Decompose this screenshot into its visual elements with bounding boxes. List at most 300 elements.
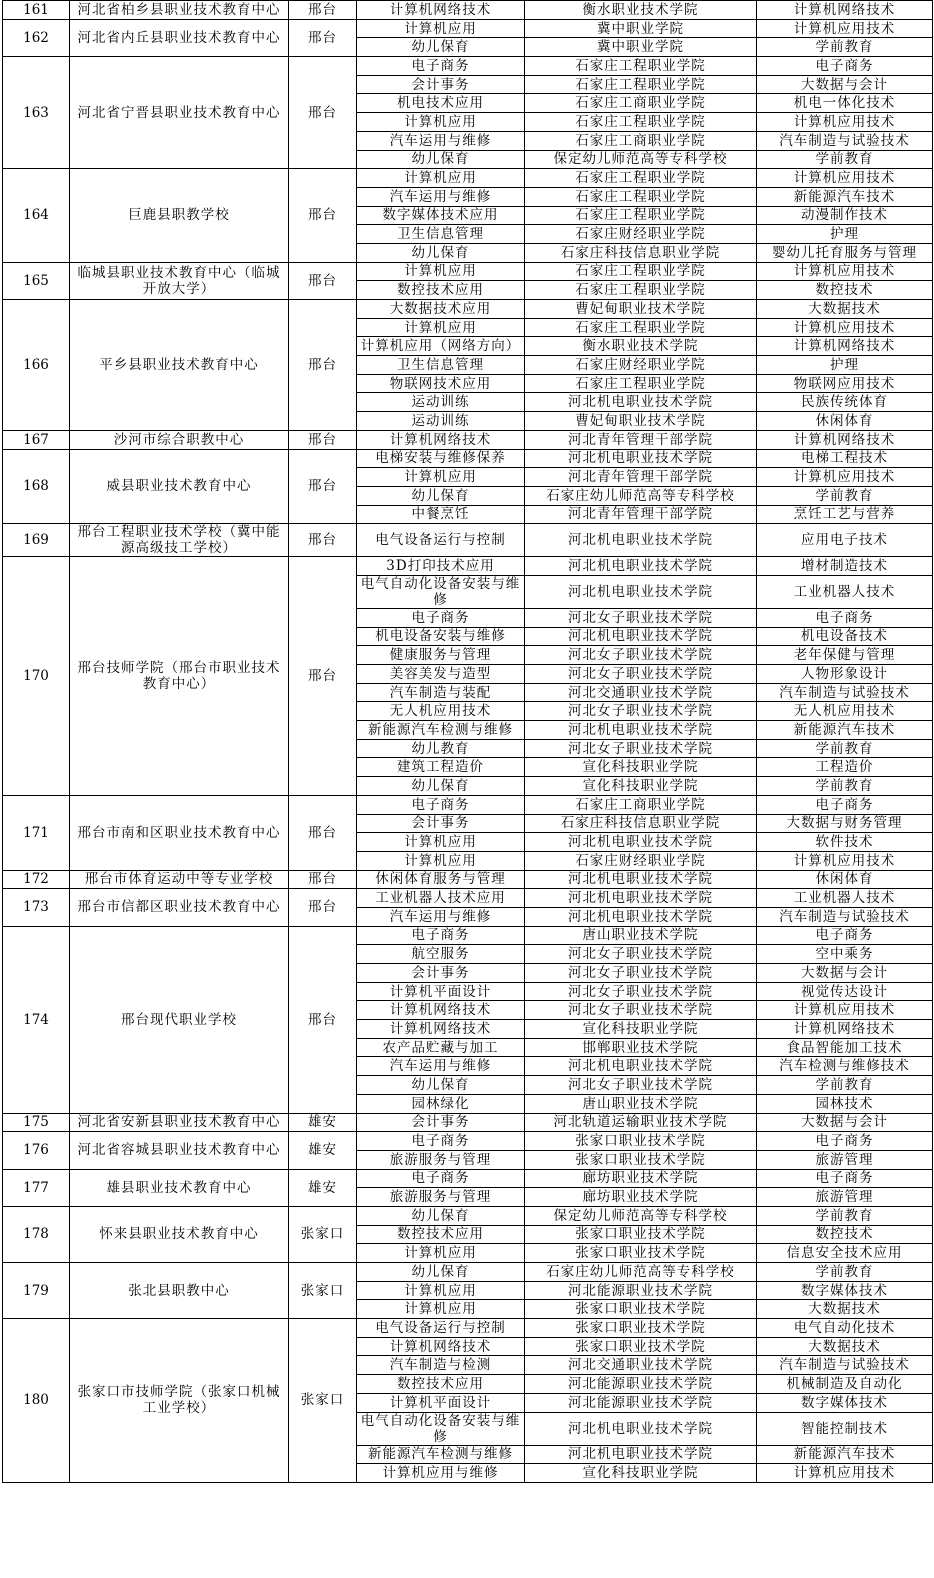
partner-college: 河北机电职业技术学院 bbox=[525, 721, 757, 740]
higher-major: 汽车制造与试验技术 bbox=[757, 1356, 933, 1375]
higher-major: 学前教育 bbox=[757, 739, 933, 758]
secondary-major: 汽车运用与维修 bbox=[357, 187, 525, 206]
secondary-major: 汽车运用与维修 bbox=[357, 1057, 525, 1076]
higher-major: 信息安全技术应用 bbox=[757, 1244, 933, 1263]
partner-college: 河北机电职业技术学院 bbox=[525, 627, 757, 646]
partner-college: 张家口职业技术学院 bbox=[525, 1225, 757, 1244]
school-region: 邢台 bbox=[289, 524, 357, 557]
higher-major: 休闲体育 bbox=[757, 870, 933, 889]
partner-college: 河北女子职业技术学院 bbox=[525, 945, 757, 964]
higher-major: 大数据与会计 bbox=[757, 1113, 933, 1132]
partner-college: 曹妃甸职业技术学院 bbox=[525, 412, 757, 431]
partner-college: 河北机电职业技术学院 bbox=[525, 889, 757, 908]
partner-college: 冀中职业学院 bbox=[525, 19, 757, 38]
secondary-major: 计算机网络技术 bbox=[357, 1001, 525, 1020]
secondary-major: 新能源汽车检测与维修 bbox=[357, 721, 525, 740]
partner-college: 河北能源职业技术学院 bbox=[525, 1393, 757, 1412]
school-region: 邢台 bbox=[289, 169, 357, 262]
school-name: 邢台市南和区职业技术教育中心 bbox=[70, 795, 289, 870]
higher-major: 烹饪工艺与营养 bbox=[757, 505, 933, 524]
partner-college: 张家口职业技术学院 bbox=[525, 1244, 757, 1263]
higher-major: 电梯工程技术 bbox=[757, 449, 933, 468]
school-number: 173 bbox=[3, 889, 70, 926]
partner-college: 宣化科技职业学院 bbox=[525, 1020, 757, 1039]
school-name: 平乡县职业技术教育中心 bbox=[70, 300, 289, 431]
higher-major: 物联网应用技术 bbox=[757, 374, 933, 393]
secondary-major: 电子商务 bbox=[357, 795, 525, 814]
higher-major: 大数据技术 bbox=[757, 1337, 933, 1356]
secondary-major: 无人机应用技术 bbox=[357, 702, 525, 721]
partner-college: 石家庄财经职业学院 bbox=[525, 225, 757, 244]
higher-major: 计算机应用技术 bbox=[757, 851, 933, 870]
secondary-major: 电子商务 bbox=[357, 1169, 525, 1188]
table-row bbox=[3, 557, 933, 576]
partner-college: 河北能源职业技术学院 bbox=[525, 1375, 757, 1394]
higher-major: 数字媒体技术 bbox=[757, 1393, 933, 1412]
secondary-major: 幼儿保育 bbox=[357, 777, 525, 796]
partner-college: 河北机电职业技术学院 bbox=[525, 524, 757, 557]
secondary-major: 工业机器人技术应用 bbox=[357, 889, 525, 908]
higher-major: 新能源汽车技术 bbox=[757, 1445, 933, 1464]
school-number: 164 bbox=[3, 169, 70, 262]
higher-major: 电子商务 bbox=[757, 1132, 933, 1151]
table-row bbox=[3, 1132, 933, 1151]
partner-college: 宣化科技职业学院 bbox=[525, 777, 757, 796]
higher-major: 休闲体育 bbox=[757, 412, 933, 431]
partner-college: 廊坊职业技术学院 bbox=[525, 1169, 757, 1188]
partner-college: 石家庄工程职业学院 bbox=[525, 187, 757, 206]
table-row bbox=[3, 1169, 933, 1188]
partner-college: 河北女子职业技术学院 bbox=[525, 739, 757, 758]
table-row bbox=[3, 449, 933, 468]
secondary-major: 计算机应用 bbox=[357, 113, 525, 132]
school-region: 张家口 bbox=[289, 1206, 357, 1262]
partner-college: 河北女子职业技术学院 bbox=[525, 1001, 757, 1020]
higher-major: 人物形象设计 bbox=[757, 665, 933, 684]
secondary-major: 幼儿保育 bbox=[357, 150, 525, 169]
higher-major: 计算机应用技术 bbox=[757, 318, 933, 337]
secondary-major: 计算机应用 bbox=[357, 468, 525, 487]
partner-college: 石家庄工程职业学院 bbox=[525, 206, 757, 225]
secondary-major: 卫生信息管理 bbox=[357, 356, 525, 375]
secondary-major: 计算机网络技术 bbox=[357, 1337, 525, 1356]
school-number: 168 bbox=[3, 449, 70, 524]
secondary-major: 计算机网络技术 bbox=[357, 430, 525, 449]
secondary-major: 休闲体育服务与管理 bbox=[357, 870, 525, 889]
secondary-major: 大数据技术应用 bbox=[357, 300, 525, 319]
school-region: 邢台 bbox=[289, 889, 357, 926]
school-number: 177 bbox=[3, 1169, 70, 1206]
secondary-major: 汽车制造与装配 bbox=[357, 683, 525, 702]
partner-college: 衡水职业技术学院 bbox=[525, 337, 757, 356]
school-name: 河北省柏乡县职业技术教育中心 bbox=[70, 1, 289, 20]
partner-college: 河北交通职业技术学院 bbox=[525, 1356, 757, 1375]
higher-major: 食品智能加工技术 bbox=[757, 1038, 933, 1057]
school-number: 175 bbox=[3, 1113, 70, 1132]
secondary-major: 计算机平面设计 bbox=[357, 1393, 525, 1412]
secondary-major: 计算机平面设计 bbox=[357, 982, 525, 1001]
partner-college: 石家庄科技信息职业学院 bbox=[525, 243, 757, 262]
higher-major: 电子商务 bbox=[757, 57, 933, 76]
partner-college: 石家庄工程职业学院 bbox=[525, 113, 757, 132]
partner-college: 衡水职业技术学院 bbox=[525, 1, 757, 20]
partner-college: 石家庄工商职业学院 bbox=[525, 131, 757, 150]
higher-major: 旅游管理 bbox=[757, 1188, 933, 1207]
school-name: 邢台技师学院（邢台市职业技术教育中心） bbox=[70, 557, 289, 796]
school-name: 河北省宁晋县职业技术教育中心 bbox=[70, 57, 289, 169]
partner-college: 河北机电职业技术学院 bbox=[525, 833, 757, 852]
table-row bbox=[3, 300, 933, 319]
table-row bbox=[3, 1319, 933, 1338]
higher-major: 园林技术 bbox=[757, 1094, 933, 1113]
secondary-major: 园林绿化 bbox=[357, 1094, 525, 1113]
partner-college: 石家庄工程职业学院 bbox=[525, 169, 757, 188]
school-name: 邢台工程职业技术学校（冀中能源高级技工学校） bbox=[70, 524, 289, 557]
secondary-major: 汽车运用与维修 bbox=[357, 131, 525, 150]
secondary-major: 幼儿保育 bbox=[357, 1206, 525, 1225]
school-number: 172 bbox=[3, 870, 70, 889]
partner-college: 石家庄工程职业学院 bbox=[525, 57, 757, 76]
table-row bbox=[3, 430, 933, 449]
secondary-major: 运动训练 bbox=[357, 412, 525, 431]
secondary-major: 卫生信息管理 bbox=[357, 225, 525, 244]
secondary-major: 计算机应用 bbox=[357, 1281, 525, 1300]
table-row bbox=[3, 524, 933, 557]
secondary-major: 数控技术应用 bbox=[357, 281, 525, 300]
higher-major: 学前教育 bbox=[757, 38, 933, 57]
school-name: 雄县职业技术教育中心 bbox=[70, 1169, 289, 1206]
partner-college: 河北女子职业技术学院 bbox=[525, 702, 757, 721]
school-number: 163 bbox=[3, 57, 70, 169]
partner-college: 冀中职业学院 bbox=[525, 38, 757, 57]
secondary-major: 航空服务 bbox=[357, 945, 525, 964]
partner-college: 廊坊职业技术学院 bbox=[525, 1188, 757, 1207]
secondary-major: 美容美发与造型 bbox=[357, 665, 525, 684]
secondary-major: 建筑工程造价 bbox=[357, 758, 525, 777]
school-number: 161 bbox=[3, 1, 70, 20]
secondary-major: 计算机应用与维修 bbox=[357, 1464, 525, 1483]
partner-college: 邯郸职业技术学院 bbox=[525, 1038, 757, 1057]
school-name: 邢台现代职业学校 bbox=[70, 926, 289, 1113]
higher-major: 软件技术 bbox=[757, 833, 933, 852]
secondary-major: 计算机应用 bbox=[357, 19, 525, 38]
higher-major: 大数据技术 bbox=[757, 300, 933, 319]
higher-major: 电子商务 bbox=[757, 1169, 933, 1188]
higher-major: 计算机应用技术 bbox=[757, 262, 933, 281]
higher-major: 计算机应用技术 bbox=[757, 113, 933, 132]
secondary-major: 汽车制造与检测 bbox=[357, 1356, 525, 1375]
higher-major: 计算机应用技术 bbox=[757, 1001, 933, 1020]
secondary-major: 幼儿保育 bbox=[357, 486, 525, 505]
higher-major: 数字媒体技术 bbox=[757, 1281, 933, 1300]
secondary-major: 会计事务 bbox=[357, 1113, 525, 1132]
school-region: 邢台 bbox=[289, 557, 357, 796]
partner-college: 河北机电职业技术学院 bbox=[525, 870, 757, 889]
secondary-major: 幼儿保育 bbox=[357, 1076, 525, 1095]
school-name: 临城县职业技术教育中心（临城开放大学） bbox=[70, 262, 289, 299]
higher-major: 大数据与财务管理 bbox=[757, 814, 933, 833]
higher-major: 婴幼儿托育服务与管理 bbox=[757, 243, 933, 262]
school-name: 河北省内丘县职业技术教育中心 bbox=[70, 19, 289, 56]
table-body bbox=[3, 1, 933, 1483]
secondary-major: 电梯安装与维修保养 bbox=[357, 449, 525, 468]
table-row bbox=[3, 169, 933, 188]
higher-major: 新能源汽车技术 bbox=[757, 187, 933, 206]
partner-college: 石家庄财经职业学院 bbox=[525, 851, 757, 870]
higher-major: 汽车制造与试验技术 bbox=[757, 131, 933, 150]
school-region: 雄安 bbox=[289, 1169, 357, 1206]
higher-major: 学前教育 bbox=[757, 150, 933, 169]
partner-college: 张家口职业技术学院 bbox=[525, 1337, 757, 1356]
partner-college: 河北女子职业技术学院 bbox=[525, 982, 757, 1001]
partner-college: 河北机电职业技术学院 bbox=[525, 557, 757, 576]
partner-college: 河北轨道运输职业技术学院 bbox=[525, 1113, 757, 1132]
higher-major: 新能源汽车技术 bbox=[757, 721, 933, 740]
partner-college: 河北青年管理干部学院 bbox=[525, 430, 757, 449]
school-number: 170 bbox=[3, 557, 70, 796]
higher-major: 计算机应用技术 bbox=[757, 169, 933, 188]
higher-major: 电气自动化技术 bbox=[757, 1319, 933, 1338]
partner-college: 河北女子职业技术学院 bbox=[525, 964, 757, 983]
partner-college: 河北机电职业技术学院 bbox=[525, 1057, 757, 1076]
secondary-major: 健康服务与管理 bbox=[357, 646, 525, 665]
school-name: 张北县职教中心 bbox=[70, 1263, 289, 1319]
higher-major: 增材制造技术 bbox=[757, 557, 933, 576]
secondary-major: 幼儿教育 bbox=[357, 739, 525, 758]
higher-major: 机械制造及自动化 bbox=[757, 1375, 933, 1394]
table-row bbox=[3, 57, 933, 76]
table-row bbox=[3, 1263, 933, 1282]
secondary-major: 电子商务 bbox=[357, 608, 525, 627]
partner-college: 石家庄工程职业学院 bbox=[525, 281, 757, 300]
partner-college: 石家庄财经职业学院 bbox=[525, 356, 757, 375]
higher-major: 智能控制技术 bbox=[757, 1412, 933, 1445]
partner-college: 石家庄工程职业学院 bbox=[525, 262, 757, 281]
school-region: 邢台 bbox=[289, 870, 357, 889]
higher-major: 汽车检测与维修技术 bbox=[757, 1057, 933, 1076]
secondary-major: 幼儿保育 bbox=[357, 38, 525, 57]
partner-college: 石家庄科技信息职业学院 bbox=[525, 814, 757, 833]
secondary-major: 旅游服务与管理 bbox=[357, 1150, 525, 1169]
secondary-major: 电气设备运行与控制 bbox=[357, 1319, 525, 1338]
secondary-major: 数字媒体技术应用 bbox=[357, 206, 525, 225]
school-number: 174 bbox=[3, 926, 70, 1113]
higher-major: 计算机网络技术 bbox=[757, 430, 933, 449]
secondary-major: 旅游服务与管理 bbox=[357, 1188, 525, 1207]
higher-major: 学前教育 bbox=[757, 777, 933, 796]
partner-college: 河北机电职业技术学院 bbox=[525, 1412, 757, 1445]
secondary-major: 计算机网络技术 bbox=[357, 1020, 525, 1039]
higher-major: 老年保健与管理 bbox=[757, 646, 933, 665]
higher-major: 电子商务 bbox=[757, 795, 933, 814]
secondary-major: 电子商务 bbox=[357, 57, 525, 76]
partner-college: 河北机电职业技术学院 bbox=[525, 575, 757, 608]
secondary-major: 计算机应用 bbox=[357, 851, 525, 870]
school-number: 171 bbox=[3, 795, 70, 870]
higher-major: 动漫制作技术 bbox=[757, 206, 933, 225]
higher-major: 计算机应用技术 bbox=[757, 1464, 933, 1483]
higher-major: 视觉传达设计 bbox=[757, 982, 933, 1001]
partner-college: 石家庄幼儿师范高等专科学校 bbox=[525, 486, 757, 505]
school-number: 179 bbox=[3, 1263, 70, 1319]
partner-college: 保定幼儿师范高等专科学校 bbox=[525, 150, 757, 169]
secondary-major: 计算机应用 bbox=[357, 833, 525, 852]
higher-major: 计算机应用技术 bbox=[757, 19, 933, 38]
secondary-major: 会计事务 bbox=[357, 75, 525, 94]
school-region: 雄安 bbox=[289, 1113, 357, 1132]
secondary-major: 电气自动化设备安装与维修 bbox=[357, 575, 525, 608]
partner-college: 张家口职业技术学院 bbox=[525, 1319, 757, 1338]
table-row bbox=[3, 19, 933, 38]
higher-major: 数控技术 bbox=[757, 281, 933, 300]
school-region: 邢台 bbox=[289, 19, 357, 56]
higher-major: 数控技术 bbox=[757, 1225, 933, 1244]
higher-major: 应用电子技术 bbox=[757, 524, 933, 557]
partner-college: 河北机电职业技术学院 bbox=[525, 907, 757, 926]
secondary-major: 汽车运用与维修 bbox=[357, 907, 525, 926]
partner-college: 河北女子职业技术学院 bbox=[525, 646, 757, 665]
school-name: 邢台市体育运动中等专业学校 bbox=[70, 870, 289, 889]
secondary-major: 计算机应用 bbox=[357, 1300, 525, 1319]
school-number: 162 bbox=[3, 19, 70, 56]
secondary-major: 数控技术应用 bbox=[357, 1225, 525, 1244]
higher-major: 空中乘务 bbox=[757, 945, 933, 964]
table-row bbox=[3, 1113, 933, 1132]
secondary-major: 计算机网络技术 bbox=[357, 1, 525, 20]
partner-college: 曹妃甸职业技术学院 bbox=[525, 300, 757, 319]
secondary-major: 电子商务 bbox=[357, 926, 525, 945]
partner-college: 河北能源职业技术学院 bbox=[525, 1281, 757, 1300]
higher-major: 旅游管理 bbox=[757, 1150, 933, 1169]
secondary-major: 幼儿保育 bbox=[357, 243, 525, 262]
partner-college: 河北女子职业技术学院 bbox=[525, 608, 757, 627]
higher-major: 大数据与会计 bbox=[757, 75, 933, 94]
higher-major: 工业机器人技术 bbox=[757, 575, 933, 608]
school-region: 邢台 bbox=[289, 430, 357, 449]
partner-college: 河北女子职业技术学院 bbox=[525, 665, 757, 684]
partner-college: 河北机电职业技术学院 bbox=[525, 393, 757, 412]
partner-college: 张家口职业技术学院 bbox=[525, 1300, 757, 1319]
secondary-major: 机电技术应用 bbox=[357, 94, 525, 113]
higher-major: 民族传统体育 bbox=[757, 393, 933, 412]
table-row bbox=[3, 795, 933, 814]
secondary-major: 会计事务 bbox=[357, 814, 525, 833]
higher-major: 汽车制造与试验技术 bbox=[757, 683, 933, 702]
higher-major: 大数据技术 bbox=[757, 1300, 933, 1319]
partner-college: 河北青年管理干部学院 bbox=[525, 468, 757, 487]
school-name: 河北省容城县职业技术教育中心 bbox=[70, 1132, 289, 1169]
school-name: 河北省安新县职业技术教育中心 bbox=[70, 1113, 289, 1132]
higher-major: 计算机网络技术 bbox=[757, 337, 933, 356]
school-name: 巨鹿县职教学校 bbox=[70, 169, 289, 262]
secondary-major: 数控技术应用 bbox=[357, 1375, 525, 1394]
higher-major: 大数据与会计 bbox=[757, 964, 933, 983]
school-name: 邢台市信都区职业技术教育中心 bbox=[70, 889, 289, 926]
secondary-major: 电气自动化设备安装与维修 bbox=[357, 1412, 525, 1445]
higher-major: 学前教育 bbox=[757, 1263, 933, 1282]
table-row bbox=[3, 926, 933, 945]
partner-college: 石家庄工程职业学院 bbox=[525, 318, 757, 337]
school-number: 178 bbox=[3, 1206, 70, 1262]
higher-major: 工业机器人技术 bbox=[757, 889, 933, 908]
higher-major: 机电设备技术 bbox=[757, 627, 933, 646]
secondary-major: 计算机应用（网络方向） bbox=[357, 337, 525, 356]
school-region: 邢台 bbox=[289, 1, 357, 20]
secondary-major: 电气设备运行与控制 bbox=[357, 524, 525, 557]
partner-college: 唐山职业技术学院 bbox=[525, 1094, 757, 1113]
school-region: 雄安 bbox=[289, 1132, 357, 1169]
table-row bbox=[3, 1, 933, 20]
school-number: 169 bbox=[3, 524, 70, 557]
school-number: 180 bbox=[3, 1319, 70, 1483]
school-region: 邢台 bbox=[289, 300, 357, 431]
partner-college: 河北女子职业技术学院 bbox=[525, 1076, 757, 1095]
table-row bbox=[3, 262, 933, 281]
higher-major: 学前教育 bbox=[757, 1076, 933, 1095]
secondary-major: 电子商务 bbox=[357, 1132, 525, 1151]
partner-college: 张家口职业技术学院 bbox=[525, 1132, 757, 1151]
higher-major: 计算机网络技术 bbox=[757, 1020, 933, 1039]
secondary-major: 运动训练 bbox=[357, 393, 525, 412]
higher-major: 计算机网络技术 bbox=[757, 1, 933, 20]
secondary-major: 计算机应用 bbox=[357, 262, 525, 281]
secondary-major: 会计事务 bbox=[357, 964, 525, 983]
partner-college: 张家口职业技术学院 bbox=[525, 1150, 757, 1169]
enrollment-table bbox=[2, 0, 933, 1483]
secondary-major: 新能源汽车检测与维修 bbox=[357, 1445, 525, 1464]
school-number: 166 bbox=[3, 300, 70, 431]
partner-college: 石家庄工程职业学院 bbox=[525, 75, 757, 94]
school-number: 165 bbox=[3, 262, 70, 299]
secondary-major: 中餐烹饪 bbox=[357, 505, 525, 524]
school-region: 张家口 bbox=[289, 1319, 357, 1483]
higher-major: 机电一体化技术 bbox=[757, 94, 933, 113]
school-region: 邢台 bbox=[289, 57, 357, 169]
secondary-major: 计算机应用 bbox=[357, 1244, 525, 1263]
partner-college: 河北交通职业技术学院 bbox=[525, 683, 757, 702]
higher-major: 无人机应用技术 bbox=[757, 702, 933, 721]
secondary-major: 计算机应用 bbox=[357, 169, 525, 188]
partner-college: 河北青年管理干部学院 bbox=[525, 505, 757, 524]
partner-college: 唐山职业技术学院 bbox=[525, 926, 757, 945]
secondary-major: 3D打印技术应用 bbox=[357, 557, 525, 576]
partner-college: 石家庄工程职业学院 bbox=[525, 374, 757, 393]
school-region: 邢台 bbox=[289, 795, 357, 870]
school-region: 邢台 bbox=[289, 926, 357, 1113]
higher-major: 学前教育 bbox=[757, 486, 933, 505]
school-name: 张家口市技师学院（张家口机械工业学校） bbox=[70, 1319, 289, 1483]
secondary-major: 幼儿保育 bbox=[357, 1263, 525, 1282]
partner-college: 石家庄幼儿师范高等专科学校 bbox=[525, 1263, 757, 1282]
school-number: 176 bbox=[3, 1132, 70, 1169]
school-number: 167 bbox=[3, 430, 70, 449]
higher-major: 计算机应用技术 bbox=[757, 468, 933, 487]
partner-college: 宣化科技职业学院 bbox=[525, 1464, 757, 1483]
secondary-major: 农产品贮藏与加工 bbox=[357, 1038, 525, 1057]
higher-major: 工程造价 bbox=[757, 758, 933, 777]
partner-college: 河北机电职业技术学院 bbox=[525, 1445, 757, 1464]
partner-college: 河北机电职业技术学院 bbox=[525, 449, 757, 468]
secondary-major: 计算机应用 bbox=[357, 318, 525, 337]
higher-major: 电子商务 bbox=[757, 926, 933, 945]
school-region: 邢台 bbox=[289, 262, 357, 299]
higher-major: 护理 bbox=[757, 225, 933, 244]
school-region: 张家口 bbox=[289, 1263, 357, 1319]
school-name: 威县职业技术教育中心 bbox=[70, 449, 289, 524]
school-name: 沙河市综合职教中心 bbox=[70, 430, 289, 449]
higher-major: 学前教育 bbox=[757, 1206, 933, 1225]
higher-major: 汽车制造与试验技术 bbox=[757, 907, 933, 926]
